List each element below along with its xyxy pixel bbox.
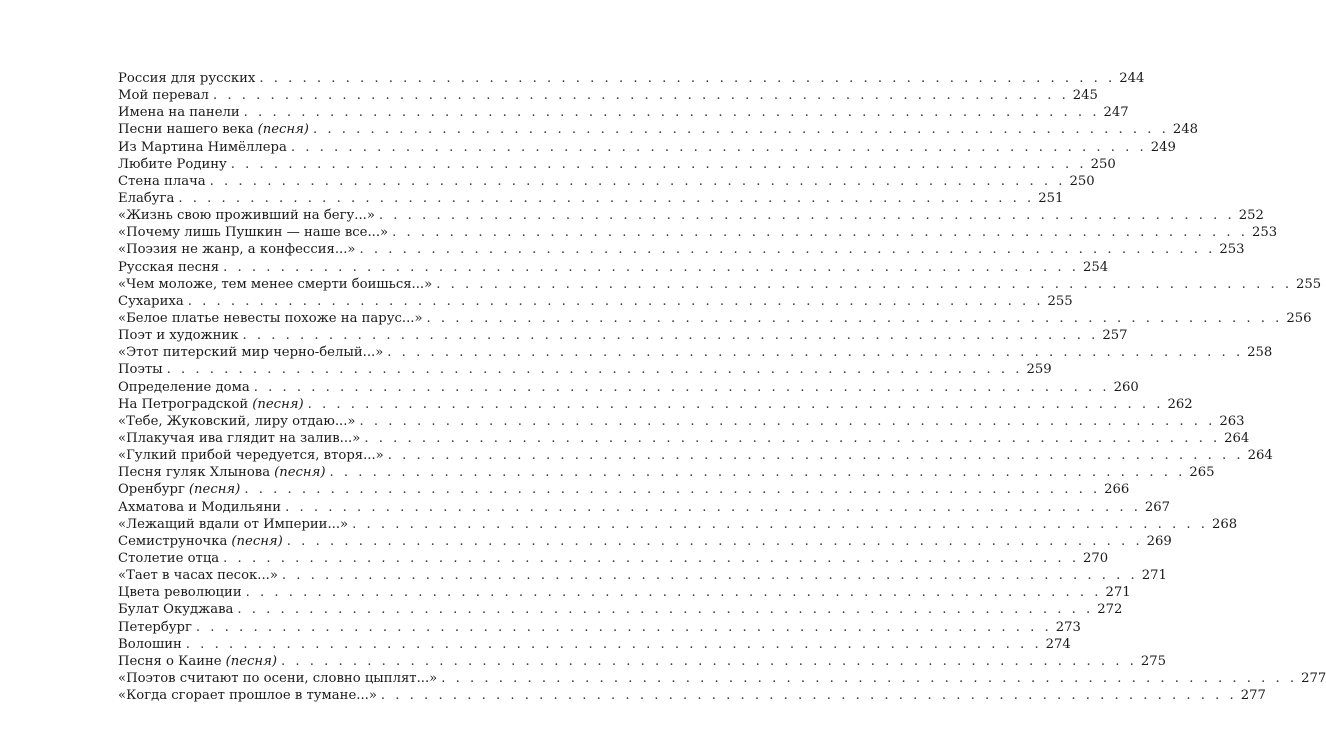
dot-leader: . . . . . . . . . . . . . . . . . . . . . . . . . . . . . . . . . . . . . . . . . . . . . . . . . . . . . . . . . . . . xyxy=(223,259,1079,275)
toc-entry-title: Песни нашего века xyxy=(118,122,254,138)
dot-leader: . . . . . . . . . . . . . . . . . . . . . . . . . . . . . . . . . . . . . . . . . . . . . . . . . . . . . . . . . . . . xyxy=(359,242,1216,258)
toc-entry-title: Имена на панели xyxy=(118,105,240,121)
toc-entry xyxy=(118,293,1073,310)
toc-entry-title: «Этот питерский мир черно-белый...» xyxy=(118,345,384,361)
toc-entry xyxy=(118,173,1095,190)
dot-leader: . . . . . . . . . . . . . . . . . . . . . . . . . . . . . . . . . . . . . . . . . . . . . . . . . . . . . . . . . . . . xyxy=(436,276,1293,292)
toc-entry xyxy=(118,139,1176,156)
toc-entry-page-number: 265 xyxy=(1189,465,1215,481)
toc-entry-title: Булат Окуджава xyxy=(118,602,234,618)
dot-leader: . . . . . . . . . . . . . . . . . . . . . . . . . . . . . . . . . . . . . . . . . . . . . . . . . . . . . . . . . . . . xyxy=(441,670,1298,686)
toc-entry-title: «Почему лишь Пушкин — наше все...» xyxy=(118,225,389,241)
toc-entry-title: Определение дома xyxy=(118,379,250,395)
toc-entry-page-number: 272 xyxy=(1097,602,1123,618)
toc-entry-tag: (песня) xyxy=(274,465,326,481)
toc-entry-title: Поэт и художник xyxy=(118,328,239,344)
dot-leader: . . . . . . . . . . . . . . . . . . . . . . . . . . . . . . . . . . . . . . . . . . . . . . . . . . . . . . . . . . . . xyxy=(387,345,1244,361)
dot-leader: . . . . . . . . . . . . . . . . . . . . . . . . . . . . . . . . . . . . . . . . . . . . . . . . . . . . . . . . . . . . xyxy=(223,550,1080,566)
toc-entry-title: Поэты xyxy=(118,362,163,378)
dot-leader: . . . . . . . . . . . . . . . . . . . . . . . . . . . . . . . . . . . . . . . . . . . . . . . . . . . . . . . . . . . . xyxy=(290,139,1147,155)
toc-entry xyxy=(118,430,1250,447)
toc-entry-page-number: 260 xyxy=(1113,379,1139,395)
toc-entry xyxy=(118,207,1264,224)
toc-entry xyxy=(118,567,1167,584)
toc-entry xyxy=(118,87,1098,104)
toc-entry xyxy=(118,104,1129,121)
toc-entry xyxy=(118,481,1130,498)
toc-entry xyxy=(118,241,1245,258)
toc-entry xyxy=(118,344,1273,361)
toc-entry-page-number: 250 xyxy=(1069,173,1095,189)
toc-entry xyxy=(118,259,1109,276)
dot-leader: . . . . . . . . . . . . . . . . . . . . . . . . . . . . . . . . . . . . . . . . . . . . . . . . . . . . . . . . . . . . xyxy=(209,173,1066,189)
toc-entry-title: Елабуга xyxy=(118,190,175,206)
toc-entry xyxy=(118,327,1128,344)
toc-entry xyxy=(118,224,1278,241)
toc-entry-title: «Гулкий прибой чередуется, вторя...» xyxy=(118,448,384,464)
toc-entry xyxy=(118,396,1193,413)
dot-leader: . . . . . . . . . . . . . . . . . . . . . . . . . . . . . . . . . . . . . . . . . . . . . . . . . . . . . . . . . . . . xyxy=(378,208,1235,224)
toc-entry-page-number: 245 xyxy=(1072,88,1098,104)
toc-entry-title: Любите Родину xyxy=(118,156,227,172)
toc-entry-title: «Плакучая ива глядит на залив...» xyxy=(118,430,361,446)
toc-entry-title: Из Мартина Нимёллера xyxy=(118,139,287,155)
toc-entry-page-number: 262 xyxy=(1167,396,1193,412)
toc-entry-tag: (песня) xyxy=(225,653,277,669)
toc-entry-title: «Лежащий вдали от Империи...» xyxy=(118,516,349,532)
toc-entry-title: Цвета революции xyxy=(118,585,242,601)
toc-entry-page-number: 273 xyxy=(1055,619,1081,635)
dot-leader: . . . . . . . . . . . . . . . . . . . . . . . . . . . . . . . . . . . . . . . . . . . . . . . . . . . . . . . . . . . . xyxy=(185,636,1042,652)
toc-entry xyxy=(118,121,1198,138)
toc-entry-title: Семиструночка xyxy=(118,533,228,549)
dot-leader: . . . . . . . . . . . . . . . . . . . . . . . . . . . . . . . . . . . . . . . . . . . . . . . . . . . . . . . . . . . . xyxy=(178,190,1035,206)
toc-entry xyxy=(118,619,1081,636)
toc-entry-page-number: 255 xyxy=(1296,276,1322,292)
toc-entry xyxy=(118,464,1215,481)
dot-leader: . . . . . . . . . . . . . . . . . . . . . . . . . . . . . . . . . . . . . . . . . . . . . . . . . . . . . . . . . . . . xyxy=(286,533,1143,549)
toc-entry-tag: (песня) xyxy=(231,533,283,549)
toc-entry xyxy=(118,584,1131,601)
toc-entry xyxy=(118,190,1064,207)
dot-leader: . . . . . . . . . . . . . . . . . . . . . . . . . . . . . . . . . . . . . . . . . . . . . . . . . . . . . . . . . . . . xyxy=(285,499,1141,515)
toc-entry-title: Петербург xyxy=(118,619,192,635)
dot-leader: . . . . . . . . . . . . . . . . . . . . . . . . . . . . . . . . . . . . . . . . . . . . . . . . . . . . . . . . . . . . xyxy=(242,328,1099,344)
toc-entry xyxy=(118,499,1171,516)
dot-leader: . . . . . . . . . . . . . . . . . . . . . . . . . . . . . . . . . . . . . . . . . . . . . . . . . . . . . . . . . . . . xyxy=(195,619,1052,635)
toc-entry-page-number: 274 xyxy=(1045,636,1071,652)
toc-entry-page-number: 253 xyxy=(1219,242,1245,258)
toc-entry-page-number: 271 xyxy=(1105,585,1131,601)
toc-entry-page-number: 266 xyxy=(1104,482,1130,498)
toc-entry-title: Сухариха xyxy=(118,293,184,309)
toc-entry-page-number: 244 xyxy=(1119,71,1145,86)
toc-entry xyxy=(118,687,1266,704)
toc-entry-title: «Поэзия не жанр, а конфессия...» xyxy=(118,242,356,258)
toc-entry-title: Песня гуляк Хлынова xyxy=(118,465,271,481)
toc-entry-page-number: 255 xyxy=(1047,293,1073,309)
toc-entry xyxy=(118,601,1123,618)
dot-leader: . . . . . . . . . . . . . . . . . . . . . . . . . . . . . . . . . . . . . . . . . . . . . . . . . . . . . . . . . . . . xyxy=(364,430,1221,446)
dot-leader: . . . . . . . . . . . . . . . . . . . . . . . . . . . . . . . . . . . . . . . . . . . . . . . . . . . . . . . . . . . . xyxy=(259,71,1116,86)
toc-entry-page-number: 264 xyxy=(1247,448,1273,464)
toc-entry xyxy=(118,276,1322,293)
dot-leader: . . . . . . . . . . . . . . . . . . . . . . . . . . . . . . . . . . . . . . . . . . . . . . . . . . . . . . . . . . . . xyxy=(359,413,1216,429)
toc-entry xyxy=(118,156,1116,173)
toc-entry xyxy=(118,413,1245,430)
toc-entry-tag: (песня) xyxy=(257,122,309,138)
toc-entry xyxy=(118,550,1109,567)
toc-entry-page-number: 267 xyxy=(1144,499,1171,515)
table-of-contents xyxy=(118,70,1326,704)
toc-entry-page-number: 268 xyxy=(1211,516,1238,532)
toc-entry-title: «Жизнь свою проживший на бегу...» xyxy=(118,208,375,224)
toc-entry xyxy=(118,379,1139,396)
toc-entry-title: «Когда сгорает прошлое в тумане...» xyxy=(118,688,377,704)
dot-leader: . . . . . . . . . . . . . . . . . . . . . . . . . . . . . . . . . . . . . . . . . . . . . . . . . . . . . . . . . . . . xyxy=(237,602,1094,618)
dot-leader: . . . . . . . . . . . . . . . . . . . . . . . . . . . . . . . . . . . . . . . . . . . . . . . . . . . . . . . . . . . . xyxy=(387,448,1244,464)
toc-entry-page-number: 254 xyxy=(1082,259,1109,275)
toc-entry-page-number: 252 xyxy=(1238,208,1264,224)
dot-leader: . . . . . . . . . . . . . . . . . . . . . . . . . . . . . . . . . . . . . . . . . . . . . . . . . . . . . . . . . . . . xyxy=(329,465,1186,481)
toc-entry xyxy=(118,361,1052,378)
dot-leader: . . . . . . . . . . . . . . . . . . . . . . . . . . . . . . . . . . . . . . . . . . . . . . . . . . . . . . . . . . . . xyxy=(166,362,1023,378)
toc-entry-title: «Чем моложе, тем менее смерти боишься...» xyxy=(118,276,433,292)
dot-leader: . . . . . . . . . . . . . . . . . . . . . . . . . . . . . . . . . . . . . . . . . . . . . . . . . . . . . . . . . . . . xyxy=(280,653,1137,669)
dot-leader: . . . . . . . . . . . . . . . . . . . . . . . . . . . . . . . . . . . . . . . . . . . . . . . . . . . . . . . . . . . . xyxy=(426,310,1283,326)
toc-entry-title: «Белое платье невесты похоже на парус...» xyxy=(118,310,423,326)
toc-entry-title: На Петроградской xyxy=(118,396,249,412)
toc-entry-page-number: 247 xyxy=(1103,105,1129,121)
toc-entry xyxy=(118,653,1166,670)
dot-leader: . . . . . . . . . . . . . . . . . . . . . . . . . . . . . . . . . . . . . . . . . . . . . . . . . . . . . . . . . . . . xyxy=(352,516,1208,532)
toc-entry-page-number: 258 xyxy=(1247,345,1273,361)
toc-entry-title: «Тебе, Жуковский, лиру отдаю...» xyxy=(118,413,356,429)
toc-entry-page-number: 270 xyxy=(1083,550,1109,566)
toc-entry-page-number: 269 xyxy=(1146,533,1172,549)
toc-entry-title: Россия для русских xyxy=(118,71,256,86)
dot-leader: . . . . . . . . . . . . . . . . . . . . . . . . . . . . . . . . . . . . . . . . . . . . . . . . . . . . . . . . . . . . xyxy=(307,396,1164,412)
toc-entry-tag: (песня) xyxy=(188,482,241,498)
toc-entry xyxy=(118,447,1273,464)
dot-leader: . . . . . . . . . . . . . . . . . . . . . . . . . . . . . . . . . . . . . . . . . . . . . . . . . . . . . . . . . . . . xyxy=(243,105,1100,121)
dot-leader: . . . . . . . . . . . . . . . . . . . . . . . . . . . . . . . . . . . . . . . . . . . . . . . . . . . . . . . . . . . . xyxy=(253,379,1110,395)
toc-entry-page-number: 256 xyxy=(1286,310,1312,326)
toc-entry-page-number: 257 xyxy=(1102,328,1128,344)
toc-entry-page-number: 271 xyxy=(1141,568,1167,584)
dot-leader: . . . . . . . . . . . . . . . . . . . . . . . . . . . . . . . . . . . . . . . . . . . . . . . . . . . . . . . . . . . . xyxy=(312,122,1169,138)
toc-entry-page-number: 259 xyxy=(1026,362,1052,378)
toc-entry xyxy=(118,516,1238,533)
dot-leader: . . . . . . . . . . . . . . . . . . . . . . . . . . . . . . . . . . . . . . . . . . . . . . . . . . . . . . . . . . . . xyxy=(380,688,1237,704)
dot-leader: . . . . . . . . . . . . . . . . . . . . . . . . . . . . . . . . . . . . . . . . . . . . . . . . . . . . . . . . . . . . xyxy=(230,156,1087,172)
toc-entry-title: Стена плача xyxy=(118,173,206,189)
toc-entry-title: Русская песня xyxy=(118,259,220,275)
toc-entry-page-number: 253 xyxy=(1251,225,1278,241)
toc-entry-page-number: 264 xyxy=(1224,430,1250,446)
toc-entry-page-number: 277 xyxy=(1240,688,1266,704)
toc-entry-page-number: 275 xyxy=(1140,653,1166,669)
toc-entry xyxy=(118,310,1312,327)
toc-entry xyxy=(118,670,1326,687)
toc-entry-title: Ахматова и Модильяни xyxy=(118,499,282,515)
toc-entry xyxy=(118,636,1071,653)
toc-entry-tag: (песня) xyxy=(252,396,304,412)
dot-leader: . . . . . . . . . . . . . . . . . . . . . . . . . . . . . . . . . . . . . . . . . . . . . . . . . . . . . . . . . . . . xyxy=(281,568,1138,584)
toc-entry xyxy=(118,70,1145,87)
dot-leader: . . . . . . . . . . . . . . . . . . . . . . . . . . . . . . . . . . . . . . . . . . . . . . . . . . . . . . . . . . . . xyxy=(244,482,1101,498)
toc-entry-page-number: 249 xyxy=(1150,139,1176,155)
toc-entry-page-number: 277 xyxy=(1301,670,1326,686)
toc-entry-page-number: 263 xyxy=(1219,413,1245,429)
toc-entry-title: Столетие отца xyxy=(118,550,220,566)
toc-entry-title: «Поэтов считают по осени, словно цыплят...» xyxy=(118,670,438,686)
dot-leader: . . . . . . . . . . . . . . . . . . . . . . . . . . . . . . . . . . . . . . . . . . . . . . . . . . . . . . . . . . . . xyxy=(187,293,1044,309)
dot-leader: . . . . . . . . . . . . . . . . . . . . . . . . . . . . . . . . . . . . . . . . . . . . . . . . . . . . . . . . . . . . xyxy=(392,225,1248,241)
toc-entry-page-number: 248 xyxy=(1172,122,1198,138)
toc-entry-page-number: 251 xyxy=(1038,190,1064,206)
toc-entry xyxy=(118,533,1172,550)
toc-entry-title: Волошин xyxy=(118,636,182,652)
toc-entry-title: Песня о Каине xyxy=(118,653,222,669)
toc-entry-page-number: 250 xyxy=(1090,156,1116,172)
dot-leader: . . . . . . . . . . . . . . . . . . . . . . . . . . . . . . . . . . . . . . . . . . . . . . . . . . . . . . . . . . . . xyxy=(212,88,1069,104)
dot-leader: . . . . . . . . . . . . . . . . . . . . . . . . . . . . . . . . . . . . . . . . . . . . . . . . . . . . . . . . . . . . xyxy=(245,585,1102,601)
toc-entry-title: Мой перевал xyxy=(118,88,209,104)
toc-entry-title: Оренбург xyxy=(118,482,185,498)
toc-entry-title: «Тает в часах песок...» xyxy=(118,568,278,584)
